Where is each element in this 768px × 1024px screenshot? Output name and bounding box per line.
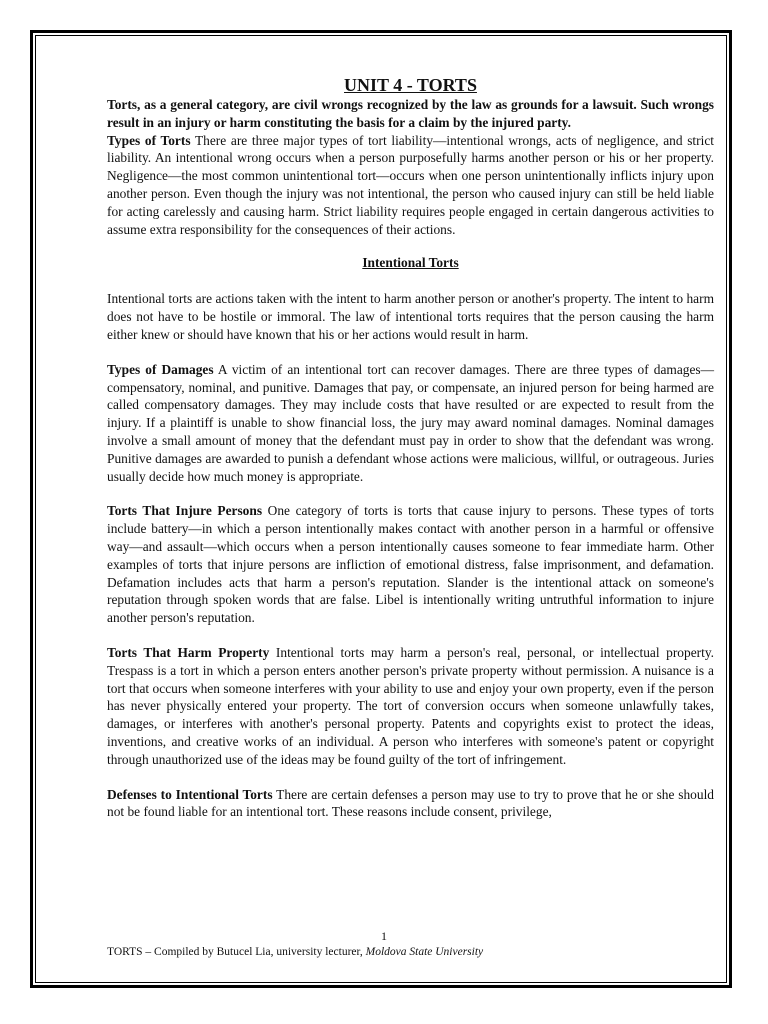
section-heading-intentional-torts: Intentional Torts [362,255,459,271]
types-of-torts-paragraph [107,132,714,239]
paragraph-spacer [107,627,714,644]
types-of-damages-paragraph [107,361,714,486]
intentional-torts-paragraph: Intentional torts are actions taken with the intent to harm another person or another's property. The intent to harm does not have to be hostile or immoral. The law of intentional torts requires that the person causing the harm either knew or should have known that his or her actions would result in harm. [107,291,714,342]
torts-harm-property-text: Intentional torts may harm a person's real, personal, or intellectual property. Trespass is a tort in which a person enters another person's private property without permission. A nuisance is a tort that occurs when someone interferes with your ability to use and enjoy your own property, even if the person has never physically entered your property. The tort of conversion occurs when someone unlawfully takes, damages, or interferes with another's personal property. Patents and copyrights exist to protect the ideas, inventions, and creative works of an individual. A person who interferes with someone's patent or copyright through unauthorized use of the ideas may be found guilty of the tort of infringement. [107,644,714,767]
defenses-lead: Defenses to Intentional Torts [107,786,273,802]
torts-injure-persons-lead: Torts That Injure Persons [107,503,263,519]
page-footer [107,946,483,958]
paragraph-spacer [107,344,714,361]
torts-harm-property-paragraph [107,644,714,769]
types-of-damages-lead: Types of Damages [107,361,214,377]
torts-injure-persons-text: One category of torts is torts that cause injury to persons. These types of torts include battery—in which a person intentionally makes contact with another person in a harmful or offensive way—and assault—which occurs when a person intentionally causes someone to fear immediate harm. Other examples of torts that injure persons are infliction of emotional distress, false imprisonment, and defamation. Defamation includes acts that harm a person's reputation. Slander is the intentional attack on someone's reputation through spoken words that are false. Libel is intentionally writing untruthful information to injure another person's reputation. [107,503,715,626]
document-body [107,74,714,821]
page-number: 1 [381,929,387,943]
paragraph-spacer [107,485,714,502]
types-of-torts-lead: Types of Torts [107,132,191,148]
paragraph-spacer [107,769,714,786]
defenses-paragraph [107,786,714,822]
torts-harm-property-lead: Torts That Harm Property [107,644,270,660]
intro-paragraph: Torts, as a general category, are civil wrongs recognized by the law as grounds for a lawsuit. Such wrongs result in an injury or harm constituting the basis for a claim by the injured party. [107,97,714,130]
footer-text: TORTS – Compiled by Butucel Lia, university lecturer, [107,946,363,958]
footer-institution: Moldova State University [365,946,484,958]
page-title: UNIT 4 - TORTS [344,75,477,95]
types-of-damages-text: A victim of an intentional tort can recover damages. There are three types of damages—compensatory, nominal, and punitive. Damages that pay, or compensate, an injured person for being harmed are called compensatory damages. They may include costs that have resulted or are expected to result from the injury. If a plaintiff is unable to show financial loss, the jury may award nominal damages. Nominal damages involve a small amount of money that the defendant must pay in order to show that the defendant was wrong. Punitive damages are awarded to punish a defendant whose actions were malicious, willful, or outrageous. Juries usually decide how much money is appropriate. [107,361,715,484]
defenses-text: There are certain defenses a person may use to try to prove that he or she should not be found liable for an intentional tort. These reasons include consent, privilege, [107,786,714,820]
types-of-torts-text: There are three major types of tort liability—intentional wrongs, acts of negligence, and strict liability. An intentional wrong occurs when a person purposefully harms another person or his or her property. Negligence—the most common unintentional tort—occurs when one person unintentionally inflicts injury upon another person. Even though the injury was not intentional, the person who caused injury can still be held liable for acting carelessly and causing harm. Strict liability requires people engaged in certain dangerous activities to assume extra responsibility for the consequences of their actions. [107,132,714,237]
torts-injure-persons-paragraph [107,502,714,627]
